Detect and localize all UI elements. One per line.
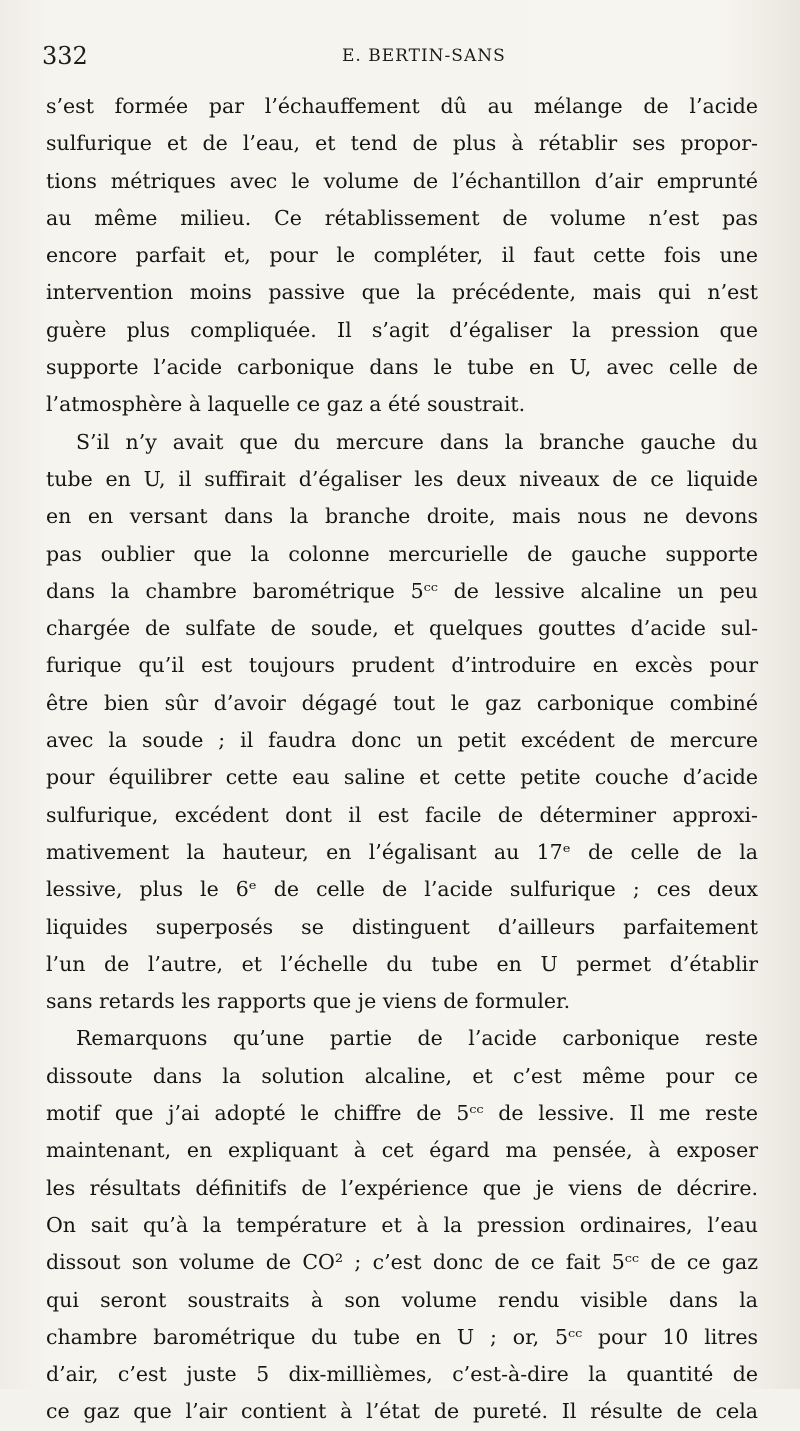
text-line: maintenant, en expliquant à cet égard ma pensée, à exposer <box>46 1138 758 1163</box>
text-line: être bien sûr d’avoir dégagé tout le gaz carbonique combiné <box>46 690 758 715</box>
text-line: Remarquons qu’une partie de l’acide carbonique reste <box>76 1026 758 1051</box>
text-line: On sait qu’à la température et à la pression ordinaires, l’eau <box>46 1212 758 1237</box>
text-line: guère plus compliquée. Il s’agit d’égaliser la pression que <box>46 317 758 342</box>
page-header <box>42 42 762 72</box>
text-line: lessive, plus le 6ᵉ de celle de l’acide sulfurique ; ces deux <box>46 877 758 902</box>
text-line: qui seront soustraits à son volume rendu visible dans la <box>46 1287 758 1312</box>
text-line: tube en U, il suffirait d’égaliser les deux niveaux de ce liquide <box>46 466 758 491</box>
text-line: d’air, c’est juste 5 dix-millièmes, c’est-à-dire la quantité de <box>46 1362 758 1387</box>
text-line: les résultats définitifs de l’expérience que je viens de décrire. <box>46 1175 758 1200</box>
text-line: ce gaz que l’air contient à l’état de pureté. Il résulte de cela <box>46 1399 758 1424</box>
text-line: l’un de l’autre, et l’échelle du tube en U permet d’établir <box>46 951 758 976</box>
text-line: supporte l’acide carbonique dans le tube en U, avec celle de <box>46 355 758 380</box>
text-line: au même milieu. Ce rétablissement de volume n’est pas <box>46 205 758 230</box>
text-line: sulfurique, excédent dont il est facile de déterminer approxi- <box>46 802 758 827</box>
page-number: 332 <box>42 42 88 70</box>
text-line: en en versant dans la branche droite, mais nous ne devons <box>46 504 758 529</box>
text-line: chargée de sulfate de soude, et quelques gouttes d’acide sul- <box>46 616 758 641</box>
text-line: liquides superposés se distinguent d’ailleurs parfaitement <box>46 914 758 939</box>
text-line: sans retards les rapports que je viens de formuler. <box>46 989 571 1014</box>
text-line: pas oublier que la colonne mercurielle de gauche supporte <box>46 541 758 566</box>
running-head: E. BERTIN-SANS <box>342 46 506 66</box>
text-line: motif que j’ai adopté le chiffre de 5ᶜᶜ de lessive. Il me reste <box>46 1101 758 1126</box>
text-line: avec la soude ; il faudra donc un petit excédent de mercure <box>46 728 758 753</box>
text-line: mativement la hauteur, en l’égalisant au 17ᵉ de celle de la <box>46 839 758 864</box>
text-line: S’il n’y avait que du mercure dans la branche gauche du <box>76 429 758 454</box>
text-line: l’atmosphère à laquelle ce gaz a été soustrait. <box>46 392 526 417</box>
text-line: dans la chambre barométrique 5ᶜᶜ de lessive alcaline un peu <box>46 578 758 603</box>
text-line: s’est formée par l’échauffement dû au mélange de l’acide <box>46 94 758 118</box>
text-line: sulfurique et de l’eau, et tend de plus à rétablir ses propor- <box>46 131 758 156</box>
text-line: intervention moins passive que la précédente, mais qui n’est <box>46 280 758 305</box>
text-line: pour équilibrer cette eau saline et cette petite couche d’acide <box>46 765 758 790</box>
text-line: encore parfait et, pour le compléter, il faut cette fois une <box>46 243 758 268</box>
text-line: dissoute dans la solution alcaline, et c’est même pour ce <box>46 1063 758 1088</box>
text-line: chambre barométrique du tube en U ; or, 5ᶜᶜ pour 10 litres <box>46 1324 758 1349</box>
text-line: furique qu’il est toujours prudent d’introduire en excès pour <box>46 653 758 678</box>
text-line: dissout son volume de CO² ; c’est donc de ce fait 5ᶜᶜ de ce gaz <box>46 1250 758 1275</box>
body-text <box>46 88 758 1431</box>
text-line: tions métriques avec le volume de l’échantillon d’air emprunté <box>46 168 758 193</box>
